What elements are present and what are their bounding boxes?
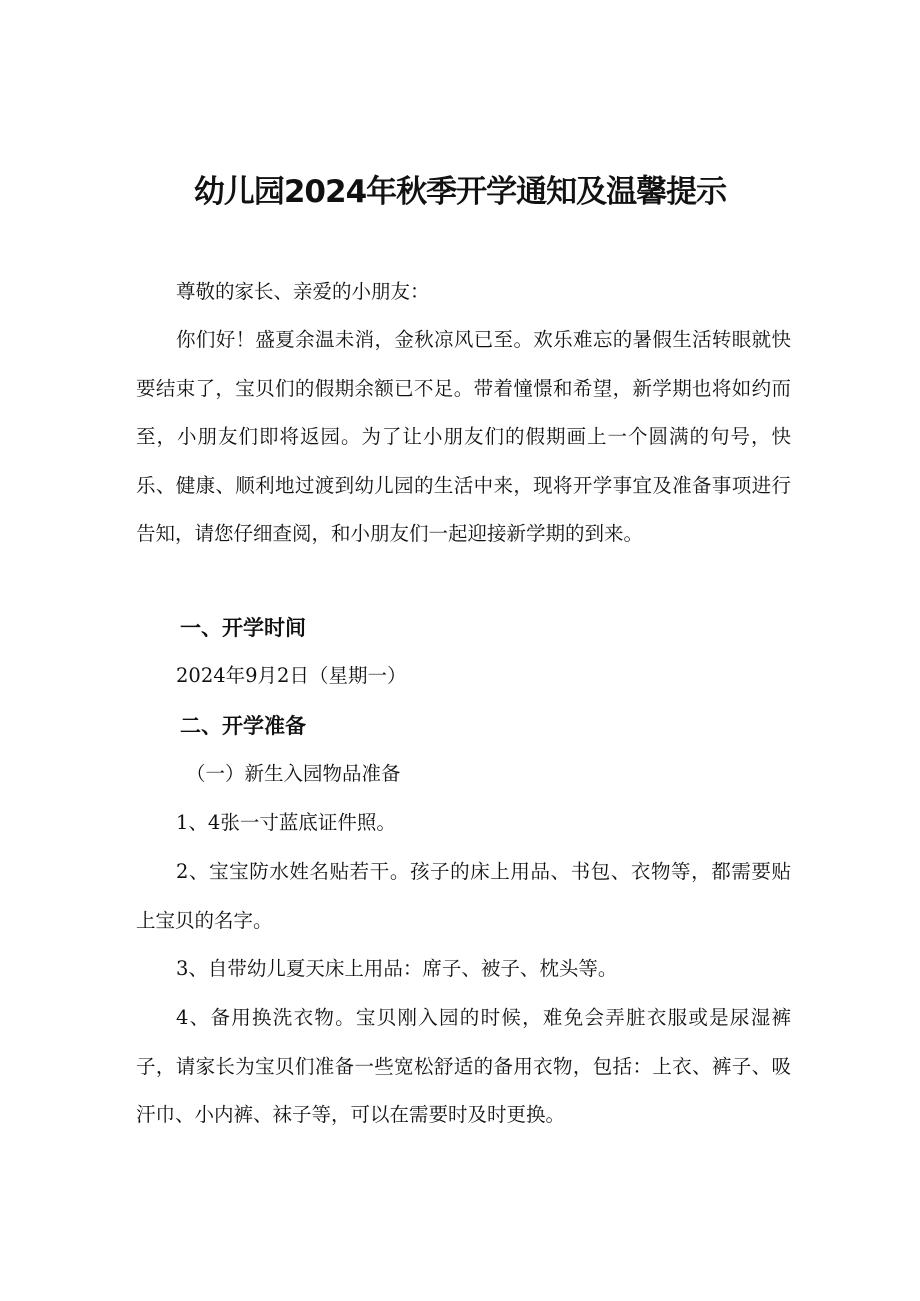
subsection-heading-new-students: （一）新生入园物品准备 (186, 762, 401, 785)
document-title: 幼儿园2024年秋季开学通知及温馨提示 (193, 174, 727, 210)
list-item: 2、宝宝防水姓名贴若干。孩子的床上用品、书包、衣物等，都需要贴上宝贝的名字。 (136, 860, 791, 932)
section-heading-start-time: 一、开学时间 (180, 616, 306, 640)
list-item: 1、4张一寸蓝底证件照。 (176, 811, 396, 834)
list-item: 4、备用换洗衣物。宝贝刚入园的时候，难免会弄脏衣服或是尿湿裤子，请家长为宝贝们准备一些宽松舒适的备用衣物，包括：上衣、裤子、吸汗巾、小内裤、袜子等，可以在需要时及时更换。 (136, 1006, 791, 1126)
start-date: 2024年9月2日（星期一） (176, 664, 407, 687)
list-item: 3、自带幼儿夏天床上用品：席子、被子、枕头等。 (176, 957, 618, 980)
intro-paragraph: 你们好！盛夏余温未消，金秋凉风已至。欢乐难忘的暑假生活转眼就快要结束了，宝贝们的假期余额已不足。带着憧憬和希望，新学期也将如约而至，小朋友们即将返园。为了让小朋友们的假期画上一个圆满的句号，快乐、健康、顺利地过渡到幼儿园的生活中来，现将开学事宜及准备事项进行告知，请您仔细查阅，和小朋友们一起迎接新学期的到来。 (136, 328, 791, 545)
greeting-paragraph: 尊敬的家长、亲爱的小朋友： (176, 280, 430, 303)
section-heading-preparation: 二、开学准备 (180, 714, 306, 738)
